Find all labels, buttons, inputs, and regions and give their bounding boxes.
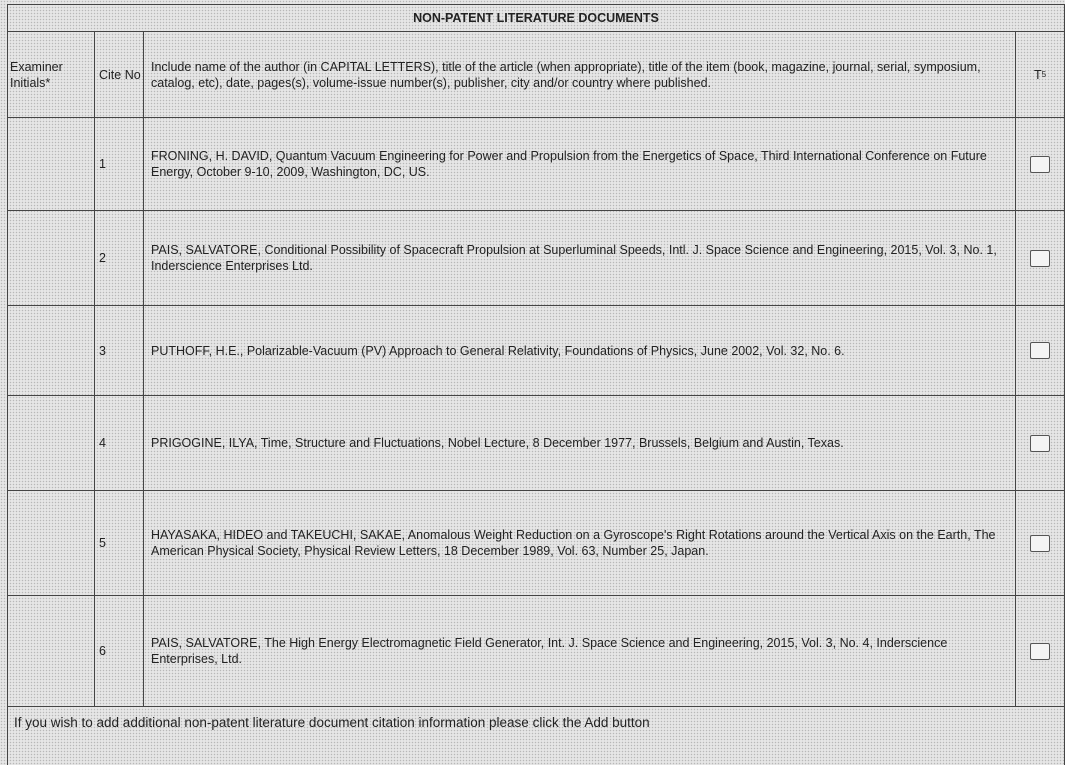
header-t-label: T <box>1033 67 1042 82</box>
translation-checkbox[interactable] <box>1030 156 1050 173</box>
cite-number: 6 <box>95 596 144 706</box>
npl-table <box>7 4 1065 765</box>
cite-number: 2 <box>95 211 144 305</box>
citation-row <box>8 491 1064 596</box>
cite-number: 3 <box>95 306 144 395</box>
cite-number: 4 <box>95 396 144 490</box>
translation-checkbox[interactable] <box>1030 250 1050 267</box>
header-t <box>1016 32 1064 117</box>
header-description: Include name of the author (in CAPITAL LETTERS), title of the article (when appropriate), title of the item (book, magazine, journal, serial, symposium, catalog, etc), date, pages(s), volume-issue number(s), publisher, city and/or country where published. <box>144 32 1016 117</box>
examiner-initials-cell <box>8 211 95 305</box>
citation-row <box>8 396 1064 491</box>
citation-text: PRIGOGINE, ILYA, Time, Structure and Fluctuations, Nobel Lecture, 8 December 1977, Brussels, Belgium and Austin, Texas. <box>144 396 1016 490</box>
examiner-initials-cell <box>8 596 95 706</box>
header-t-sup: 5 <box>1041 70 1047 79</box>
citation-text: PAIS, SALVATORE, The High Energy Electromagnetic Field Generator, Int. J. Space Science and Engineering, 2015, Vol. 3, No. 4, Inderscience Enterprises, Ltd. <box>144 596 1016 706</box>
header-row <box>8 32 1064 118</box>
citation-text: PAIS, SALVATORE, Conditional Possibility of Spacecraft Propulsion at Superluminal Speeds, Intl. J. Space Science and Engineering, 2015, Vol. 3, No. 1, Inderscience Enterprises Ltd. <box>144 211 1016 305</box>
translation-checkbox[interactable] <box>1030 643 1050 660</box>
citation-text: FRONING, H. DAVID, Quantum Vacuum Engineering for Power and Propulsion from the Energetics of Space, Third International Conference on Future Energy, October 9-10, 2009, Washington, DC, US. <box>144 118 1016 210</box>
translation-checkbox[interactable] <box>1030 342 1050 359</box>
translation-checkbox[interactable] <box>1030 435 1050 452</box>
header-examiner: Examiner Initials* <box>8 32 95 117</box>
examiner-initials-cell <box>8 396 95 490</box>
citation-row <box>8 596 1064 707</box>
footer-row <box>8 707 1064 747</box>
translation-cell <box>1016 306 1064 395</box>
table-title: NON-PATENT LITERATURE DOCUMENTS <box>413 11 659 25</box>
translation-cell <box>1016 596 1064 706</box>
translation-cell <box>1016 396 1064 490</box>
footer-text: If you wish to add additional non-patent literature document citation information please click the Add button <box>14 715 650 730</box>
examiner-initials-cell <box>8 491 95 595</box>
cite-number: 1 <box>95 118 144 210</box>
citation-row <box>8 306 1064 396</box>
examiner-initials-cell <box>8 118 95 210</box>
translation-cell <box>1016 491 1064 595</box>
translation-checkbox[interactable] <box>1030 535 1050 552</box>
citation-text: HAYASAKA, HIDEO and TAKEUCHI, SAKAE, Anomalous Weight Reduction on a Gyroscope's Right Rotations around the Vertical Axis on the Earth, The American Physical Society, Physical Review Letters, 18 December 1989, Vol. 63, Number 25, Japan. <box>144 491 1016 595</box>
examiner-initials-cell <box>8 306 95 395</box>
translation-cell <box>1016 118 1064 210</box>
translation-cell <box>1016 211 1064 305</box>
table-title-row <box>8 5 1064 32</box>
cite-number: 5 <box>95 491 144 595</box>
citation-text: PUTHOFF, H.E., Polarizable-Vacuum (PV) Approach to General Relativity, Foundations of Physics, June 2002, Vol. 32, No. 6. <box>144 306 1016 395</box>
citation-row <box>8 211 1064 306</box>
header-cite: Cite No <box>95 32 144 117</box>
citation-row <box>8 118 1064 211</box>
